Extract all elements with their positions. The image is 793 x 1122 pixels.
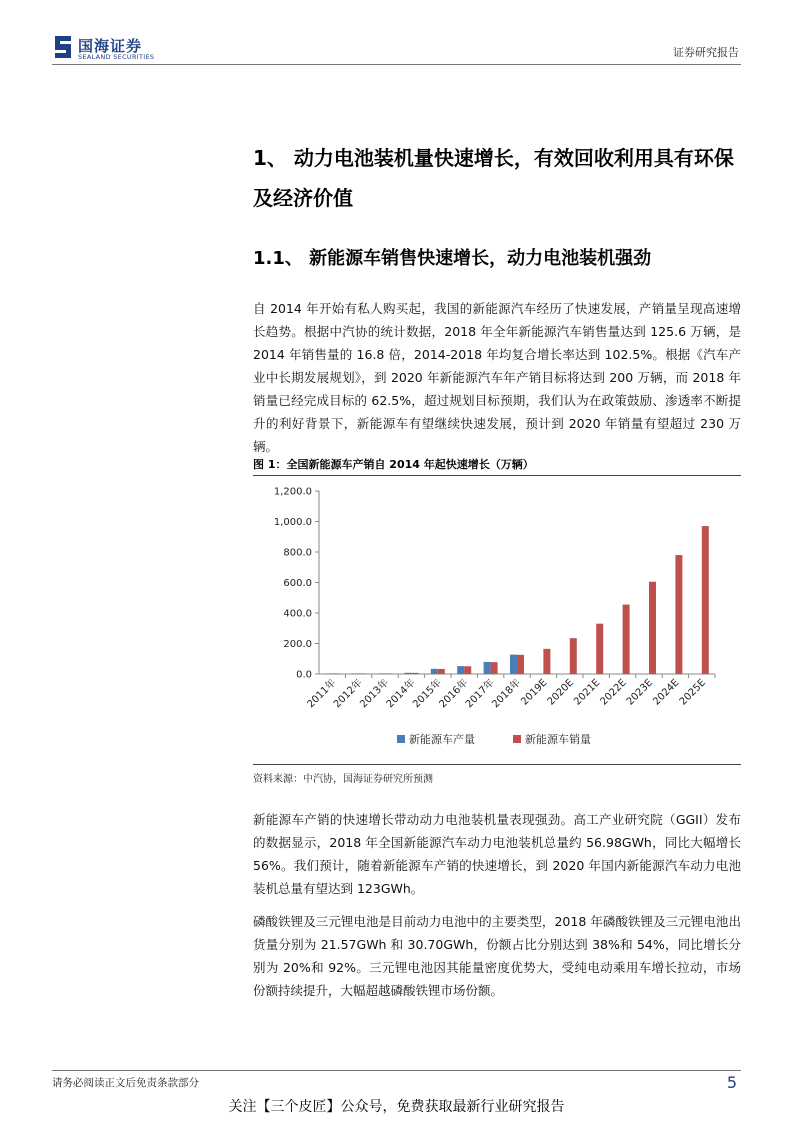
x-tick-label: 2020E: [545, 677, 576, 708]
bar-sales: [411, 673, 418, 674]
x-tick-label: 2022E: [598, 677, 629, 708]
x-tick-label: 2017年: [463, 677, 497, 711]
y-tick-label: 400.0: [283, 608, 312, 620]
chart-y-ticks: [274, 487, 312, 681]
x-tick-label: 2021E: [572, 677, 603, 708]
bar-sales: [702, 526, 709, 674]
legend-label: 新能源车销量: [525, 733, 591, 746]
y-tick-label: 800.0: [283, 547, 312, 559]
bar-production: [457, 666, 464, 674]
logo-english-name: SEALAND SECURITIES: [78, 53, 155, 61]
chart-legend: [397, 732, 591, 746]
bar-sales: [438, 669, 445, 674]
legend-label: 新能源车产量: [409, 733, 475, 746]
y-tick-label: 600.0: [283, 578, 312, 589]
x-tick-label: 2025E: [677, 677, 708, 708]
x-tick-label: 2019E: [519, 677, 550, 708]
bar-sales: [649, 582, 656, 674]
y-tick-label: 1,000.0: [273, 517, 312, 528]
figure-top-rule: [253, 475, 741, 476]
bar-sales: [385, 673, 392, 674]
bar-sales: [332, 673, 339, 674]
x-tick-label: 2016年: [437, 677, 471, 711]
report-type-label: 证券研究报告: [673, 46, 739, 59]
x-tick-label: 2023E: [624, 677, 656, 708]
bar-sales: [543, 649, 550, 674]
footer-promo-text: 关注【三个皮匠】公众号，免费获取最新行业研究报告: [228, 1099, 565, 1115]
bar-sales: [675, 555, 682, 674]
bar-production: [352, 673, 359, 674]
bar-sales: [570, 638, 577, 674]
y-tick-label: 0.0: [296, 669, 312, 681]
bar-production: [378, 673, 385, 674]
y-tick-label: 200.0: [283, 639, 312, 650]
x-tick-label: 2014年: [384, 677, 418, 711]
figure-title: 图 1：全国新能源车产销自 2014 年起快速增长（万辆）: [253, 458, 534, 471]
bar-sales: [491, 662, 498, 674]
legend-swatch: [513, 735, 521, 743]
bar-production: [431, 669, 438, 674]
logo-chinese-name: 国海证券: [78, 37, 143, 55]
x-tick-label: 2024E: [651, 677, 682, 708]
bar-production: [404, 673, 411, 674]
figure-source: 资料来源：中汽协，国海证券研究所预测: [253, 774, 433, 785]
sealand-logo-icon: [52, 34, 74, 60]
section-1-1-heading: 1.1、 新能源车销售快速增长，动力电池装机强劲: [253, 248, 652, 269]
bar-sales: [596, 624, 603, 674]
bar-sales: [464, 666, 471, 674]
footer-disclaimer: 请务必阅读正文后免责条款部分: [52, 1077, 199, 1089]
y-tick-label: 1,200.0: [273, 486, 312, 498]
chart-bars: [325, 526, 709, 674]
legend-swatch: [397, 735, 405, 743]
figure-bottom-rule: [253, 764, 741, 765]
bar-sales: [517, 655, 524, 674]
bar-production: [484, 662, 491, 674]
bar-chart: [253, 478, 741, 762]
x-tick-label: 2018年: [490, 677, 524, 711]
body-paragraph-2: 新能源车产销的快速增长带动动力电池装机量表现强劲。高工产业研究院（GGII）发布的数据显示，2018 年全国新能源汽车动力电池装机总量约 56.98GWh，同比大幅增长 56%。我们预计，随着新能源车产销的快速增长，到 2020 年国内新能源汽车动力电池装机总量有望达到 123GWh。: [253, 812, 741, 896]
header-divider: [52, 64, 741, 65]
x-tick-label: 2011年: [305, 677, 339, 711]
bar-production: [325, 673, 332, 674]
x-tick-label: 2012年: [331, 677, 365, 711]
bar-production: [510, 655, 517, 674]
bar-sales: [359, 673, 366, 674]
section-1-heading: 1、 动力电池装机量快速增长，有效回收利用具有环保及经济价值: [253, 146, 734, 210]
chart-x-ticks: [304, 676, 708, 710]
company-logo: [52, 34, 162, 62]
bar-sales: [623, 605, 630, 674]
body-paragraph-1: 自 2014 年开始有私人购买起，我国的新能源汽车经历了快速发展，产销量呈现高速增长趋势。根据中汽协的统计数据，2018 年全年新能源汽车销售量达到 125.6 万辆，是 2014 年销售量的 16.8 倍，2014-2018 年均复合增长率达到 102.5%。根据《汽车产业中长期发展规划》，到 2020 年新能源汽车年产销目标将达到 200 万辆，而 2018 年销量已经完成目标的 62.5%，超过规划目标预期，我们认为在政策鼓励、渗透率不断提升的利好背景下，新能源车有望继续快速发展，预计到 2020 年销量有望超过 230 万辆。: [253, 301, 741, 454]
body-paragraph-3: 磷酸铁锂及三元锂电池是目前动力电池中的主要类型，2018 年磷酸铁锂及三元锂电池出货量分别为 21.57GWh 和 30.70GWh，份额占比分别达到 38%和 54%，同比增长分别为 20%和 92%。三元锂电池因其能量密度优势大，受纯电动乘用车增长拉动，市场份额持续提升，大幅超越磷酸铁锂市场份额。: [253, 914, 741, 998]
footer-divider: [52, 1070, 741, 1071]
x-tick-label: 2013年: [358, 677, 392, 711]
page-number: 5: [726, 1073, 737, 1092]
x-tick-label: 2015年: [411, 677, 444, 711]
